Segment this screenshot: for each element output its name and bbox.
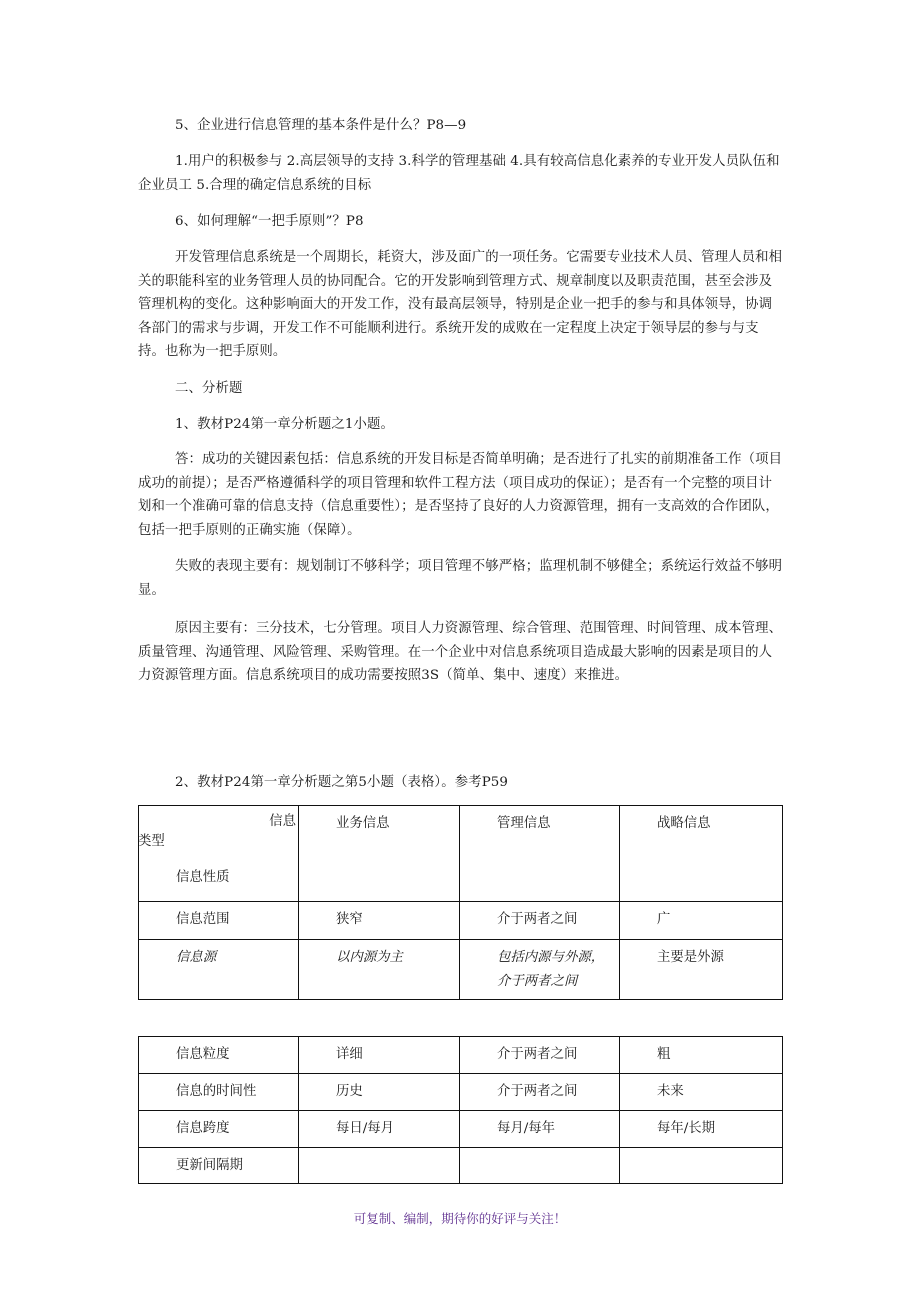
table-row bbox=[139, 1037, 783, 1074]
table-cell: 主要是外源 bbox=[620, 940, 783, 1000]
analysis-1-reason: 原因主要有：三分技术，七分管理。项目人力资源管理、综合管理、范围管理、时间管理、成本管理、质量管理、沟通管理、风险管理、采购管理。在一个企业中对信息系统项目造成最大影响的因素是项目的人力资源管理方面。信息系统项目的成功需要按照3S（简单、集中、速度）来推进。 bbox=[138, 621, 783, 683]
info-type-table-1 bbox=[138, 805, 783, 1000]
table-row bbox=[139, 940, 783, 1000]
table-cell bbox=[460, 1148, 620, 1184]
table-cell bbox=[299, 1148, 460, 1184]
header-strategic-info: 战略信息 bbox=[620, 806, 783, 902]
table-row bbox=[139, 902, 783, 940]
analysis-1-title: 1、教材P24第一章分析题之1小题。 bbox=[175, 417, 394, 432]
row-label-cell: 信息粒度 bbox=[139, 1037, 299, 1074]
table-row bbox=[139, 1074, 783, 1111]
header-property-label: 信息性质 bbox=[176, 870, 230, 885]
table-cell: 狭窄 bbox=[299, 902, 460, 940]
table-cell: 以内源为主 bbox=[299, 940, 460, 1000]
table-cell: 每日/每月 bbox=[299, 1111, 460, 1148]
table-cell: 介于两者之间 bbox=[460, 1037, 620, 1074]
table-row bbox=[139, 1111, 783, 1148]
analysis-2-title: 2、教材P24第一章分析题之第5小题（表格）。参考P59 bbox=[175, 775, 509, 790]
row-label-cell: 信息范围 bbox=[139, 902, 299, 940]
table-header-row bbox=[139, 806, 783, 902]
section-2-title: 二、分析题 bbox=[175, 381, 243, 396]
table-cell: 包括内源与外源，介于两者之间 bbox=[460, 940, 620, 1000]
row-label-cell: 更新间隔期 bbox=[139, 1148, 299, 1184]
question-6-title: 6、如何理解“一把手原则”？P8 bbox=[175, 214, 364, 229]
header-type-label: 类型 bbox=[138, 834, 165, 849]
table-cell: 广 bbox=[620, 902, 783, 940]
page-footer-note: 可复制、编制，期待你的好评与关注！ bbox=[353, 1211, 567, 1226]
table-cell bbox=[620, 1148, 783, 1184]
table-cell: 每年/长期 bbox=[620, 1111, 783, 1148]
analysis-1-failure: 失败的表现主要有：规划制订不够科学；项目管理不够严格；监理机制不够健全；系统运行效益不够明显。 bbox=[138, 559, 783, 598]
header-business-info: 业务信息 bbox=[299, 806, 460, 902]
table-row bbox=[139, 1148, 783, 1184]
table-cell: 粗 bbox=[620, 1037, 783, 1074]
header-info-label: 信息 bbox=[269, 814, 296, 829]
diagonal-header-cell bbox=[139, 806, 299, 902]
info-type-table-2 bbox=[138, 1036, 783, 1184]
analysis-1-answer: 答：成功的关键因素包括：信息系统的开发目标是否简单明确；是否进行了扎实的前期准备工作（项目成功的前提）；是否严格遵循科学的项目管理和软件工程方法（项目成功的保证）；是否有一个完整的项目计划和一个准确可靠的信息支持（信息重要性）；是否坚持了良好的人力资源管理，拥有一支高效的合作团队，包括一把手原则的正确实施（保障）。 bbox=[138, 452, 783, 538]
question-5-answer: 1.用户的积极参与 2.高层领导的支持 3.科学的管理基础 4.具有较高信息化素养的专业开发人员队伍和企业员工 5.合理的确定信息系统的目标 bbox=[138, 154, 780, 193]
row-label-cell: 信息跨度 bbox=[139, 1111, 299, 1148]
question-5-title: 5、企业进行信息管理的基本条件是什么？P8—9 bbox=[175, 118, 467, 133]
table-cell: 历史 bbox=[299, 1074, 460, 1111]
table-cell: 详细 bbox=[299, 1037, 460, 1074]
row-label-cell: 信息的时间性 bbox=[139, 1074, 299, 1111]
table-cell: 介于两者之间 bbox=[460, 902, 620, 940]
table-cell: 介于两者之间 bbox=[460, 1074, 620, 1111]
row-label-cell: 信息源 bbox=[139, 940, 299, 1000]
header-management-info: 管理信息 bbox=[460, 806, 620, 902]
table-cell: 每月/每年 bbox=[460, 1111, 620, 1148]
table-cell: 未来 bbox=[620, 1074, 783, 1111]
question-6-answer: 开发管理信息系统是一个周期长，耗资大，涉及面广的一项任务。它需要专业技术人员、管理人员和相关的职能科室的业务管理人员的协同配合。它的开发影响到管理方式、规章制度以及职责范围，甚至会涉及管理机构的变化。这种影响面大的开发工作，没有最高层领导，特别是企业一把手的参与和具体领导，协调各部门的需求与步调，开发工作不可能顺利进行。系统开发的成败在一定程度上决定于领导层的参与与支持。也称为一把手原则。 bbox=[138, 250, 783, 359]
